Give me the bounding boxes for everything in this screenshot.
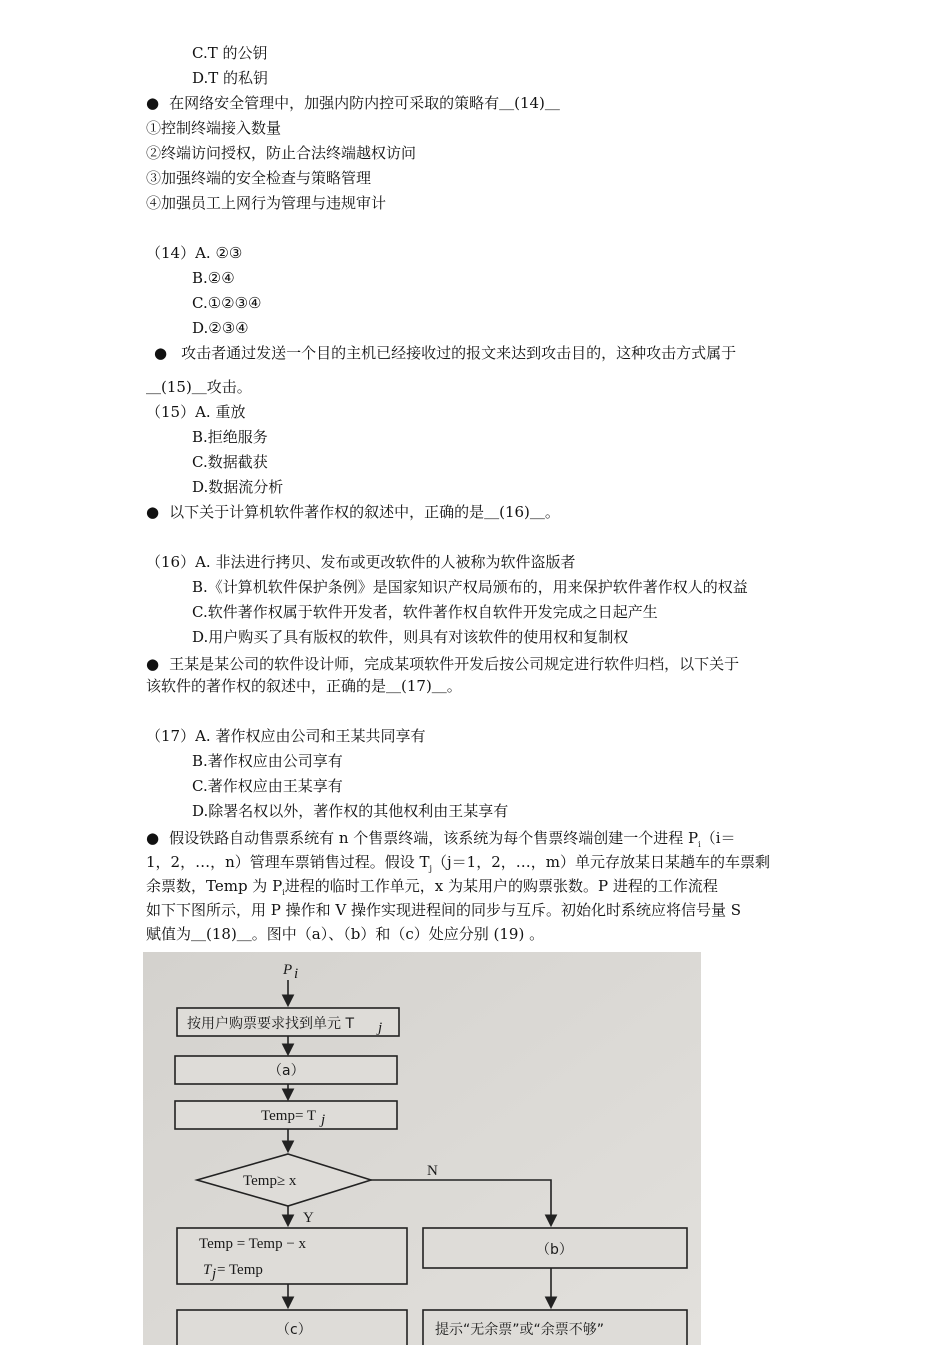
- question-16-text: 以下关于计算机软件著作权的叙述中，正确的是＿(16)＿。: [169, 503, 560, 521]
- option-c-line: C.T 的公钥: [192, 44, 268, 62]
- question-18-stem: [146, 829, 736, 854]
- strategy-item-2: ②终端访问授权，防止合法终端越权访问: [146, 144, 417, 162]
- question-18-text: 假设铁路自动售票系统有 n 个售票终端，该系统为每个售票终端创建一个进程 P: [169, 829, 699, 847]
- subscript-i: i: [698, 840, 701, 849]
- update-temp-line2-sub: j: [212, 1266, 217, 1282]
- subscript-i: i: [282, 888, 285, 897]
- bullet-icon: ●: [146, 94, 160, 112]
- yes-label: Y: [303, 1210, 314, 1226]
- question-17-stem: [146, 655, 739, 673]
- update-temp-line1: Temp = Temp − x: [199, 1236, 307, 1252]
- question-17-stem-cont: 该软件的著作权的叙述中，正确的是＿(17)＿。: [146, 677, 462, 695]
- q15-option-b: B.拒绝服务: [192, 428, 268, 446]
- q16-option-a: （16）A. 非法进行拷贝、发布或更改软件的人被称为软件盗版者: [146, 553, 576, 571]
- q14-option-c: C.①②③④: [192, 294, 262, 312]
- question-14-stem: [146, 94, 560, 112]
- bullet-icon: ●: [146, 829, 160, 847]
- strategy-item-3: ③加强终端的安全检查与策略管理: [146, 169, 372, 187]
- update-temp-line2-t: T: [203, 1262, 212, 1278]
- question-17-text: 王某是某公司的软件设计师，完成某项软件开发后按公司规定进行软件归档，以下关于: [169, 655, 740, 673]
- no-label: N: [427, 1163, 438, 1179]
- question-15-stem: [154, 344, 736, 362]
- subscript-j: j: [429, 864, 433, 873]
- q14-option-a: （14）A. ②③: [146, 244, 243, 262]
- question-18-line3-a: 余票数，Temp 为 P: [146, 877, 283, 895]
- option-d-line: D.T 的私钥: [192, 69, 269, 87]
- step-a-text: （a）: [268, 1063, 305, 1079]
- decision-text: Temp≥ x: [243, 1173, 297, 1189]
- step-temp-assign-sub: j: [321, 1112, 326, 1128]
- q16-option-b: B.《计算机软件保护条例》是国家知识产权局颁布的，用来保护软件著作权人的权益: [192, 578, 748, 596]
- q15-option-d: D.数据流分析: [192, 478, 284, 496]
- q17-option-c: C.著作权应由王某享有: [192, 777, 343, 795]
- bullet-icon: ●: [146, 655, 160, 673]
- step-prompt-text: 提示“无余票”或“余票不够”: [435, 1322, 605, 1338]
- step-c-text: （c）: [276, 1322, 312, 1338]
- q16-option-d: D.用户购买了具有版权的软件，则具有对该软件的使用权和复制权: [192, 628, 629, 646]
- start-label-sub: i: [294, 966, 299, 982]
- question-18-line2-b: （j＝1，2，…，m）单元存放某日某趟车的车票剩: [432, 853, 770, 871]
- flowchart-photo: [143, 952, 701, 1345]
- q15-option-c: C.数据截获: [192, 453, 268, 471]
- strategy-item-4: ④加强员工上网行为管理与违规审计: [146, 194, 387, 212]
- step-find-unit-text: 按用户购票要求找到单元 T: [187, 1016, 355, 1032]
- question-18-text-cont: （i＝: [700, 829, 736, 847]
- strategy-item-1: ①控制终端接入数量: [146, 119, 282, 137]
- question-15-text: 攻击者通过发送一个目的主机已经接收过的报文来达到攻击目的，这种攻击方式属于: [181, 344, 737, 362]
- step-b-text: （b）: [536, 1242, 573, 1258]
- question-14-text: 在网络安全管理中，加强内防内控可采取的策略有＿(14)＿: [169, 94, 560, 112]
- q15-option-a: （15）A. 重放: [146, 403, 246, 421]
- bullet-icon: ●: [146, 503, 160, 521]
- update-temp-line2-rest: = Temp: [217, 1262, 263, 1278]
- question-16-stem: [146, 503, 560, 521]
- q17-option-b: B.著作权应由公司享有: [192, 752, 343, 770]
- q17-option-a: （17）A. 著作权应由公司和王某共同享有: [146, 727, 426, 745]
- question-18-line2-a: 1，2，…，n）管理车票销售过程。假设 T: [146, 853, 430, 871]
- bullet-icon: ●: [154, 344, 168, 362]
- q16-option-c: C.软件著作权属于软件开发者，软件著作权自软件开发完成之日起产生: [192, 603, 658, 621]
- step-temp-assign-text: Temp= T: [261, 1108, 317, 1124]
- question-18-line5: 赋值为＿(18)＿。图中（a）、（b）和（c）处应分别 (19) 。: [146, 925, 545, 943]
- step-find-unit-sub: j: [378, 1020, 383, 1036]
- q14-option-b: B.②④: [192, 269, 235, 287]
- question-18-line2: [146, 853, 770, 878]
- q17-option-d: D.除署名权以外，著作权的其他权利由王某享有: [192, 802, 509, 820]
- question-15-stem-cont: ＿(15)＿攻击。: [146, 378, 252, 396]
- question-18-line3-b: 进程的临时工作单元，x 为某用户的购票张数。P 进程的工作流程: [284, 877, 718, 895]
- flowchart-diagram: [143, 952, 701, 1345]
- question-18-line3: [146, 877, 718, 902]
- question-18-line4: 如下下图所示，用 P 操作和 V 操作实现进程间的同步与互斥。初始化时系统应将信号量 S: [146, 901, 742, 919]
- start-label: P: [283, 962, 293, 978]
- q14-option-d: D.②③④: [192, 319, 249, 337]
